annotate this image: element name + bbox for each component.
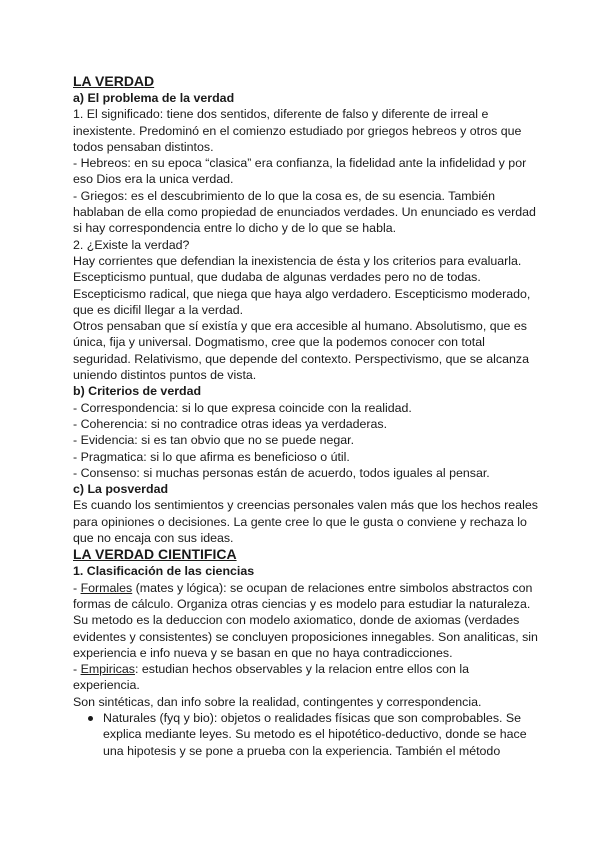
- text-line: - Hebreos: en su epoca “clasica” era confianza, la fidelidad ante la infidelidad y por: [73, 156, 527, 171]
- text-line: para opiniones o decisiones. La gente cree lo que le gusta o conviene y rechaza lo: [73, 514, 527, 529]
- empiricas-line: [73, 661, 533, 677]
- text-line: 1. El significado: tiene dos sentidos, diferente de falso y diferente de irreal e: [73, 107, 489, 122]
- text-line: Su metodo es la deduccion con modelo axiomatico, donde de axiomas (verdades: [73, 613, 520, 628]
- text-line: Escepticismo puntual, que dudaba de algunas verdades pero no de todas.: [73, 270, 481, 285]
- subsection-heading-problema: a) El problema de la verdad: [73, 91, 235, 105]
- text-line: Hay corrientes que defendian la inexistencia de ésta y los criterios para evaluarla.: [73, 253, 522, 268]
- text-line: si hay correspondencia entre lo dicho y de lo que se habla.: [73, 221, 397, 236]
- formales-rest: (mates y lógica): se ocupan de relaciones entre simbolos abstractos con: [132, 580, 533, 595]
- text-line: - Evidencia: si es tan obvio que no se puede negar.: [73, 433, 355, 448]
- text-line: - Consenso: si muchas personas están de acuerdo, todos iguales al pensar.: [73, 465, 490, 480]
- text-line: Es cuando los sentimientos y creencias personales valen más que los hechos reales: [73, 498, 538, 513]
- text-line: - Pragmatica: si lo que afirma es beneficioso o útil.: [73, 449, 350, 464]
- text-line: Escepticismo radical, que niega que haya algo verdadero. Escepticismo moderado,: [73, 286, 531, 301]
- document-body: [73, 73, 538, 759]
- text-line: única, fija y universal. Dogmatismo, cree que la podemos conocer con total: [73, 335, 485, 350]
- text-line: - Griegos: es el descubrimiento de lo que la cosa es, de su esencia. También: [73, 188, 495, 203]
- text-line: uniendo distintos puntos de vista.: [73, 368, 257, 383]
- text-line: Naturales (fyq y bio): objetos o realidades físicas que son comprobables. Se: [103, 710, 522, 725]
- bullet-dot-icon: [88, 716, 93, 721]
- text-line: formas de cálculo. Organiza otras ciencias y es modelo para estudiar la naturaleza.: [73, 596, 531, 611]
- empiricas-prefix: -: [73, 662, 81, 677]
- formales-term: Formales: [80, 580, 133, 595]
- formales-prefix: -: [73, 580, 81, 595]
- text-line: que es dicifil llegar a la verdad.: [73, 302, 244, 317]
- text-line: una hipotesis y se pone a prueba con la experiencia. También el método: [103, 743, 501, 758]
- text-line: explica mediante leyes. Su metodo es el hipotético-deductivo, donde se hace: [103, 727, 527, 742]
- empiricas-term: Empiricas: [80, 662, 135, 677]
- formales-line: [73, 580, 533, 596]
- text-line: que no encaja con sus ideas.: [73, 531, 234, 546]
- text-line: - Coherencia: si no contradice otras ideas ya verdaderas.: [73, 416, 388, 431]
- text-line: hablaban de ella como propiedad de enunciados verdades. Un enunciado es verdad: [73, 205, 536, 220]
- subsection-heading-posverdad: c) La posverdad: [73, 482, 169, 497]
- text-line: eso Dios era la unica verdad.: [73, 172, 234, 187]
- text-line: - Correspondencia: si lo que expresa coincide con la realidad.: [73, 400, 412, 415]
- section-title-verdad-cientifica: LA VERDAD CIENTIFICA: [73, 546, 237, 563]
- text-line: experiencia.: [73, 678, 140, 693]
- bullet-item-naturales: [73, 710, 533, 759]
- subsection-heading-criterios: b) Criterios de verdad: [73, 384, 202, 399]
- empiricas-rest: : estudian hechos observables y la relacion entre ellos con la: [134, 662, 470, 677]
- text-line: Son sintéticas, dan info sobre la realidad, contingentes y correspondencia.: [73, 694, 482, 709]
- text-line: Otros pensaban que sí existía y que era accesible al humano. Absolutismo, que es: [73, 319, 527, 334]
- text-line: experiencia e info nueva y se basan en que no haya contradicciones.: [73, 645, 453, 660]
- section-title-la-verdad: LA VERDAD: [73, 73, 155, 89]
- subsection-heading-clasificacion: 1. Clasificación de las ciencias: [73, 564, 255, 579]
- text-line: inexistente. Predominó en el comienzo estudiado por griegos hebreos y otros que: [73, 123, 522, 138]
- text-line: 2. ¿Existe la verdad?: [73, 237, 190, 252]
- text-line: todos pensaban distintos.: [73, 139, 214, 154]
- text-line: seguridad. Relativismo, que depende del contexto. Perspectivismo, que se alcanza: [73, 351, 529, 366]
- text-line: evidentes y consistentes) se concluyen proposiciones innegables. Son analiticas, sin: [73, 629, 538, 644]
